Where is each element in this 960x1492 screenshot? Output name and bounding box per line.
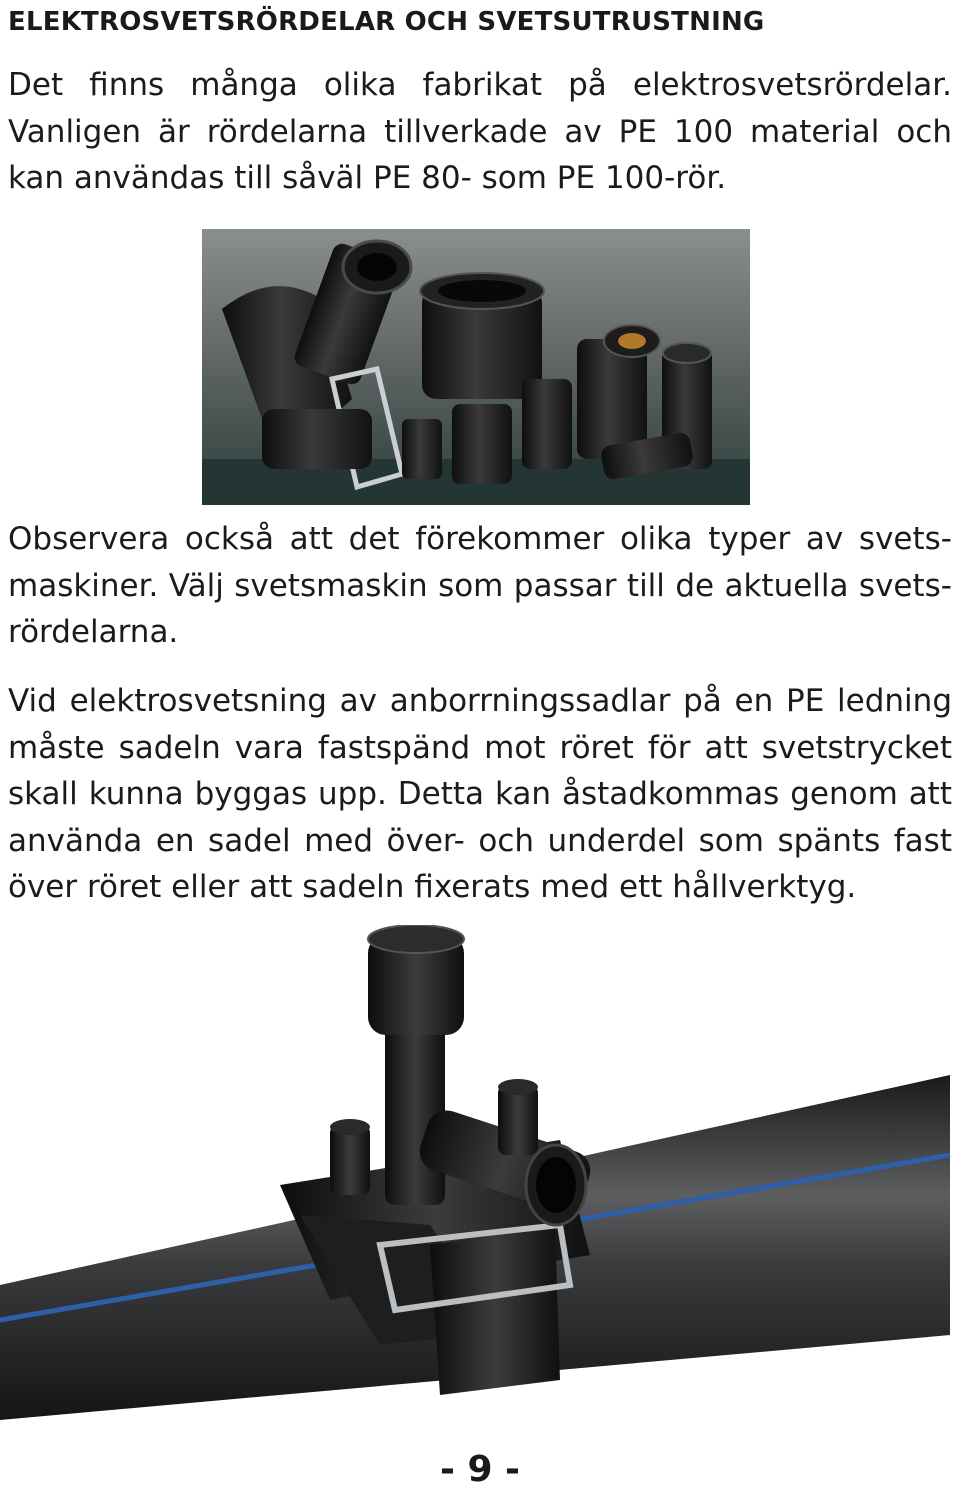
paragraph-intro: Det finns många olika fabrikat på elektrosvetsrördelar. Vanligen är rördelarna tillverkade av PE 100 material och kan användas till såväl PE 80- som PE 100-rör. xyxy=(8,67,952,196)
saddle-on-pipe-photo xyxy=(0,925,960,1420)
fittings-photo xyxy=(202,229,750,505)
paragraph-saddle-welding: Vid elektrosvetsning av anborrningssadlar på en PE ledning måste sadeln vara fastspänd mot röret för att svetstrycket skall kunna byggas upp. Detta kan åstadkommas genom att använda en sadel med över- och underdel som spänts fast över röret eller att sadeln fixerats med ett hållverktyg. xyxy=(8,683,952,905)
paragraph-welding-machines: Observera också att det förekommer olika typer av svets-maskiner. Välj svetsmaskin som passar till de aktuella svets-rördelarna. xyxy=(8,521,952,650)
section-heading: ELEKTROSVETSRÖRDELAR OCH SVETSUTRUSTNING xyxy=(8,7,765,37)
page-number: - 9 - xyxy=(440,1449,520,1490)
